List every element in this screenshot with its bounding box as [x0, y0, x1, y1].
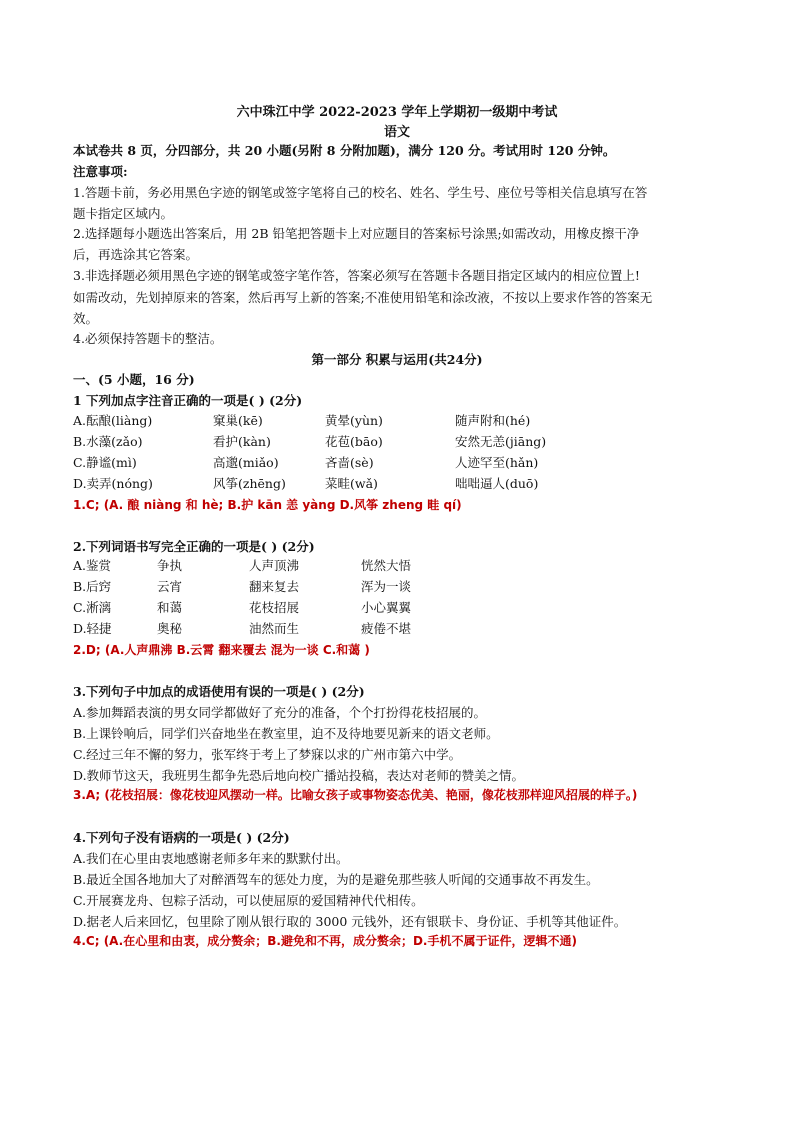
option-row: [73, 472, 605, 493]
option-cell: 云宵: [157, 578, 183, 594]
option-cell: 奥秘: [157, 620, 183, 636]
q1-stem: 1 下列加点字注音正确的一项是( ) (2分): [73, 393, 303, 408]
option-cell: 和蔼: [157, 599, 183, 615]
q2-stem: 2.下列词语书写完全正确的一项是( ) (2分): [73, 539, 315, 554]
note-line: 如需改动，先划掉原来的答案，然后再写上新的答案;不准使用铅笔和涂改液，不按以上要求作答的答案无: [73, 290, 653, 305]
note-line: 4.必须保持答题卡的整洁。: [73, 331, 223, 346]
note-line: 题卡指定区域内。: [73, 206, 174, 221]
q3-option-a: A.参加舞蹈表演的男女同学都做好了充分的准备，个个打扮得花枝招展的。: [73, 705, 487, 720]
option-cell: 花苞(bāo): [325, 433, 383, 449]
option-cell: 浑为一谈: [361, 578, 412, 594]
subject-title: 语文: [383, 125, 410, 140]
option-row: [73, 430, 605, 451]
note-line: 2.选择题每小题选出答案后，用 2B 铅笔把答题卡上对应题目的答案标号涂黑;如需改动，用橡皮擦干净: [73, 226, 640, 241]
option-cell: 黄晕(yùn): [325, 412, 383, 428]
option-cell: A.鉴赏: [73, 557, 112, 573]
option-row: [73, 409, 605, 430]
q3-option-c: C.经过三年不懈的努力，张军终于考上了梦寐以求的广州市第六中学。: [73, 747, 462, 762]
q3-option-b: B.上课铃响后，同学们兴奋地坐在教室里，迫不及待地要见新来的语文老师。: [73, 726, 499, 741]
q1-answer: 1.C; (A. 酿 niàng 和 hè; B.护 kān 恙 yàng D.风筝 zheng 畦 qí): [73, 498, 462, 512]
option-row: [73, 575, 481, 596]
option-cell: 人声顶沸: [249, 557, 300, 573]
q3-answer: 3.A; (花枝招展：像花枝迎风摆动一样。比喻女孩子或事物姿态优美、艳丽，像花枝那样迎风招展的样子。): [73, 788, 638, 802]
option-cell: D.卖弄(nóng): [73, 475, 153, 491]
q3-option-d: D.教师节这天，我班男生都争先恐后地向校广播站投稿，表达对老师的赞美之情。: [73, 768, 525, 783]
exam-title: 六中珠江中学 2022-2023 学年上学期初一级期中考试: [236, 105, 558, 120]
option-row: [73, 596, 481, 617]
option-cell: 吝啬(sè): [325, 454, 374, 470]
option-cell: 恍然大悟: [361, 557, 412, 573]
option-row: [73, 451, 605, 472]
option-cell: D.轻捷: [73, 620, 112, 636]
exam-intro: 本试卷共 8 页，分四部分，共 20 小题(另附 8 分附加题)，满分 120 分。考试用时 120 分钟。: [73, 143, 616, 158]
option-cell: 安然无恙(jiāng): [455, 433, 547, 449]
option-cell: C.静谧(mì): [73, 454, 137, 470]
q4-answer: 4.C; (A.在心里和由衷，成分赘余；B.避免和不再，成分赘余；D.手机不属于证件，逻辑不通): [73, 934, 577, 948]
option-cell: 小心翼翼: [361, 599, 412, 615]
q2-answer: 2.D; (A.人声鼎沸 B.云霄 翻来覆去 混为一谈 C.和蔼 ): [73, 643, 370, 657]
q2-options: [73, 554, 481, 638]
option-cell: C.淅漓: [73, 599, 112, 615]
option-cell: 人迹罕至(hǎn): [455, 454, 539, 470]
option-row: [73, 554, 481, 575]
option-cell: 窠巢(kē): [213, 412, 263, 428]
q4-option-a: A.我们在心里由衷地感谢老师多年来的默默付出。: [73, 851, 349, 866]
option-cell: 高邈(miǎo): [213, 454, 279, 470]
option-cell: 花枝招展: [249, 599, 300, 615]
part1-title: 第一部分 积累与运用(共24分): [311, 352, 483, 367]
option-cell: 油然而生: [249, 620, 300, 636]
option-cell: B.后窍: [73, 578, 112, 594]
option-cell: A.酝酿(liàng): [73, 412, 153, 428]
option-cell: 随声附和(hé): [455, 412, 531, 428]
option-cell: 看护(kàn): [213, 433, 271, 449]
group-heading: 一、(5 小题，16 分): [73, 372, 195, 387]
option-cell: 争执: [157, 557, 183, 573]
q4-option-c: C.开展赛龙舟、包粽子活动，可以使屈原的爱国精神代代相传。: [73, 893, 424, 908]
note-line: 后，再选涂其它答案。: [73, 247, 199, 262]
option-cell: 疲倦不堪: [361, 620, 412, 636]
option-cell: 风筝(zhēng): [213, 475, 286, 491]
option-row: [73, 617, 481, 638]
q4-stem: 4.下列句子没有语病的一项是( ) (2分): [73, 830, 290, 845]
option-cell: 咄咄逼人(duō): [455, 475, 539, 491]
q4-option-b: B.最近全国各地加大了对醉酒驾车的惩处力度，为的是避免那些骇人听闻的交通事故不再发生。: [73, 872, 599, 887]
q3-stem: 3.下列句子中加点的成语使用有误的一项是( ) (2分): [73, 684, 365, 699]
note-line: 3.非选择题必须用黑色字迹的钢笔或签字笔作答，答案必须写在答题卡各题目指定区域内的相应位置上!: [73, 268, 640, 283]
option-cell: 菜畦(wǎ): [325, 475, 378, 491]
option-cell: B.水藻(zǎo): [73, 433, 143, 449]
option-cell: 翻来复去: [249, 578, 300, 594]
q4-option-d: D.据老人后来回忆，包里除了刚从银行取的 3000 元钱外，还有银联卡、身份证、手机等其他证件。: [73, 914, 627, 929]
note-line: 1.答题卡前，务必用黑色字迹的钢笔或签字笔将自己的校名、姓名、学生号、座位号等相关信息填写在答: [73, 185, 648, 200]
notes-heading: 注意事项:: [73, 164, 128, 179]
note-line: 效。: [73, 311, 99, 326]
q1-options: [73, 409, 605, 493]
